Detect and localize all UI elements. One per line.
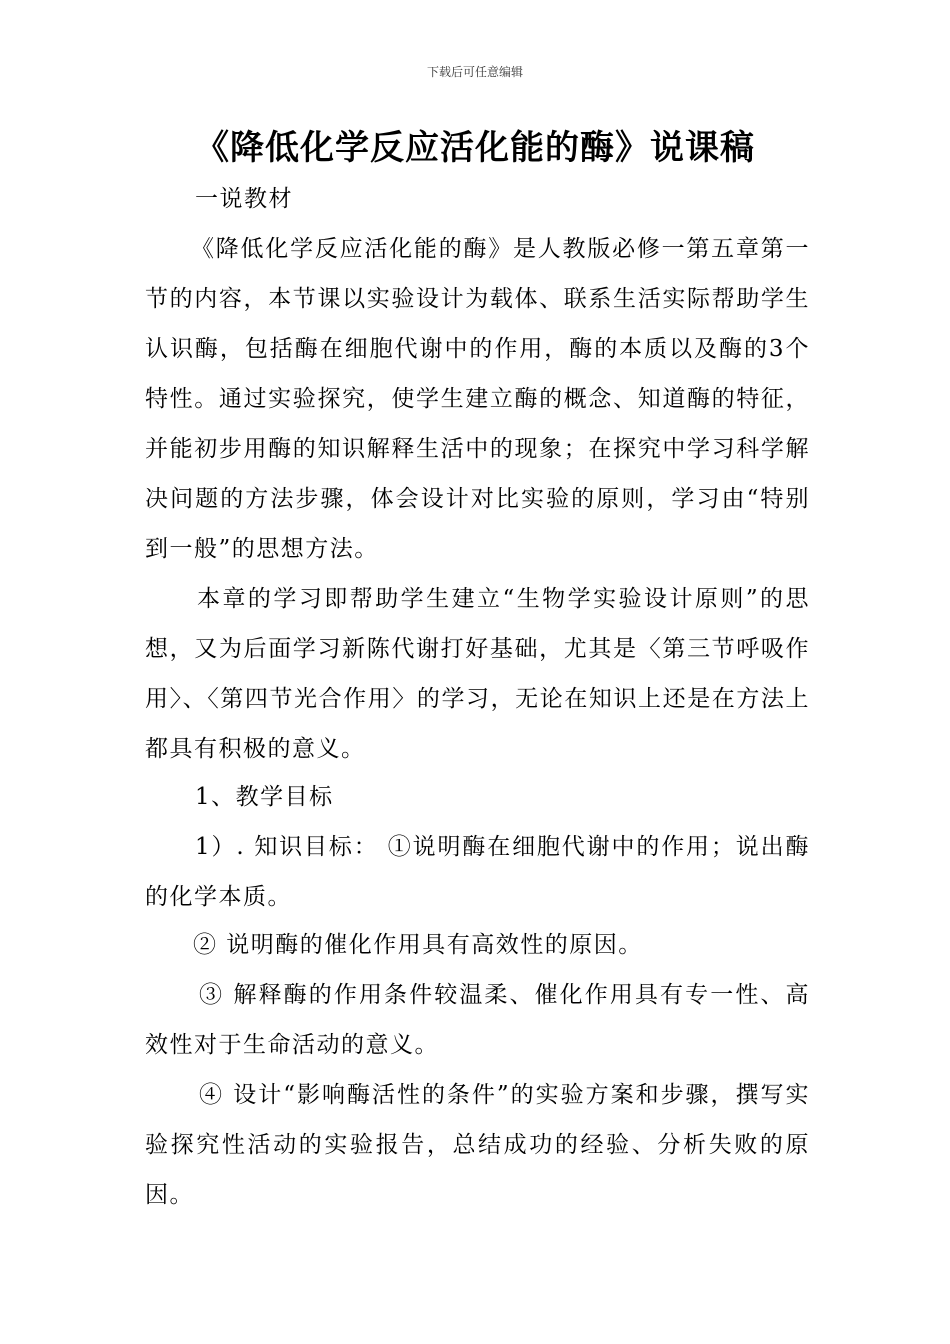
paragraph-chapter-significance: 本章的学习即帮助学生建立“生物学实验设计原则”的思想，又为后面学习新陈代谢打好基础，尤其是〈第三节呼吸作用〉、〈第四节光合作用〉的学习，无论在知识上还是在方法上都具有积极的意义。 (145, 586, 810, 762)
document-title: 《降低化学反应活化能的酶》说课稿 (195, 128, 755, 168)
objective-knowledge-3: ③ 解释酶的作用条件较温柔、催化作用具有专一性、高效性对于生命活动的意义。 (145, 982, 810, 1058)
section-heading-teaching-goals: 1、教学目标 (195, 784, 334, 810)
page-header-note: 下载后可任意编辑 (426, 65, 523, 79)
objective-knowledge-4: ④ 设计“影响酶活性的条件”的实验方案和步骤，撰写实验探究性活动的实验报告，总结成功的经验、分析失败的原因。 (145, 1082, 810, 1208)
objective-knowledge-1: 1）. 知识目标： ①说明酶在细胞代谢中的作用；说出酶的化学本质。 (145, 834, 810, 910)
section-heading-textbook: 一说教材 (195, 186, 293, 212)
paragraph-textbook-intro: 《降低化学反应活化能的酶》是人教版必修一第五章第一节的内容，本节课以实验设计为载体、联系生活实际帮助学生认识酶，包括酶在细胞代谢中的作用，酶的本质以及酶的3个特性。通过实验探究，使学生建立酶的概念、知道酶的特征，并能初步用酶的知识解释生活中的现象；在探究中学习科学解决问题的方法步骤，体会设计对比实验的原则，学习由“特别到一般”的思想方法。 (145, 236, 810, 562)
objective-knowledge-2: ② 说明酶的催化作用具有高效性的原因。 (193, 932, 643, 958)
